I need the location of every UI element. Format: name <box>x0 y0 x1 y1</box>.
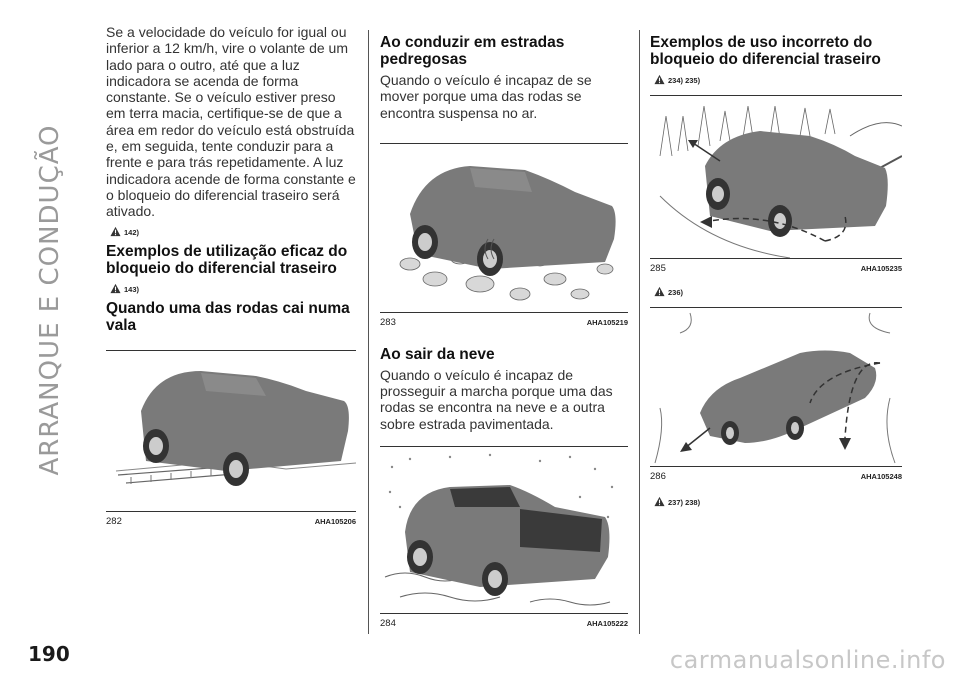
figure-284 <box>380 446 628 629</box>
figure-283 <box>380 143 628 328</box>
warning-triangle-icon <box>654 286 665 297</box>
warning-triangle-icon <box>110 226 121 237</box>
warning-ref <box>110 226 356 237</box>
intro-paragraph: Se a velocidade do veículo for igual ou inferior a 12 km/h, vire o volante de um lado para o outro, até que a luz indicadora se acenda de forma constante. Se o veículo estiver preso em terra macia, certifique-se de que a área em redor do veículo está obstruída e, em seguida, tente conduzir para a frente e para trás repetidamente. A luz indicadora acende de forma constante e o bloqueio do diferencial traseiro será ativado. <box>106 24 356 220</box>
warning-triangle-icon <box>654 74 665 85</box>
figure-code: AHA105206 <box>314 516 356 526</box>
paragraph: Quando o veículo é incapaz de prosseguir a marcha porque uma das rodas se encontra na neve e a outra sobre estrada pavimentada. <box>380 366 613 432</box>
figure-code: AHA105219 <box>586 317 628 327</box>
figure-number: 283 <box>380 316 396 328</box>
figure-number: 285 <box>650 263 666 274</box>
warning-ref <box>110 283 356 294</box>
column-divider <box>639 30 640 634</box>
figure-code: AHA105248 <box>860 472 902 481</box>
chapter-title-text: ARRANQUE E CONDUÇÃO <box>35 124 65 476</box>
figure-282 <box>106 350 356 527</box>
warning-triangle-icon <box>654 496 665 507</box>
warning-triangle-icon <box>110 283 121 294</box>
warning-ref-text: 234) 235) <box>668 76 701 85</box>
warning-ref <box>654 286 902 297</box>
page-number: 190 <box>28 642 70 666</box>
truck-in-snow-illustration <box>380 447 628 613</box>
truck-at-intersection-illustration <box>650 308 902 466</box>
subsection-heading: Ao conduzir em estradas pedregosas <box>380 34 565 68</box>
warning-ref <box>654 74 902 85</box>
warning-ref <box>654 496 902 507</box>
warning-ref-text: 237) 238) <box>668 498 701 507</box>
truck-in-ditch-illustration <box>106 351 356 511</box>
paragraph: Quando o veículo é incapaz de se mover porque uma das rodas se encontra suspensa no ar. <box>380 72 592 121</box>
figure-285 <box>650 95 902 274</box>
column-middle <box>380 34 628 629</box>
figure-number: 282 <box>106 515 122 527</box>
subsection-heading: Ao sair da neve <box>380 345 495 363</box>
section-heading: Exemplos de uso incorreto do bloqueio do diferencial traseiro <box>650 34 881 68</box>
warning-ref-text: 236) <box>668 288 684 297</box>
warning-ref-text: 142) <box>124 227 140 237</box>
figure-number: 286 <box>650 471 666 482</box>
figure-number: 284 <box>380 618 396 630</box>
subsection-heading: Quando uma das rodas cai numa vala <box>106 299 350 334</box>
column-right <box>650 34 902 513</box>
column-divider <box>368 30 369 634</box>
truck-turning-on-road-illustration <box>650 96 902 258</box>
figure-code: AHA105235 <box>860 264 902 273</box>
watermark-text: carmanualsonline.info <box>669 646 946 674</box>
figure-code: AHA105222 <box>586 619 628 629</box>
warning-ref-text: 143) <box>124 284 140 294</box>
column-left <box>106 24 356 527</box>
section-heading: Exemplos de utilização eficaz do bloqueio do diferencial traseiro <box>106 242 348 277</box>
figure-286 <box>650 307 902 482</box>
truck-on-rocks-illustration <box>380 144 628 312</box>
